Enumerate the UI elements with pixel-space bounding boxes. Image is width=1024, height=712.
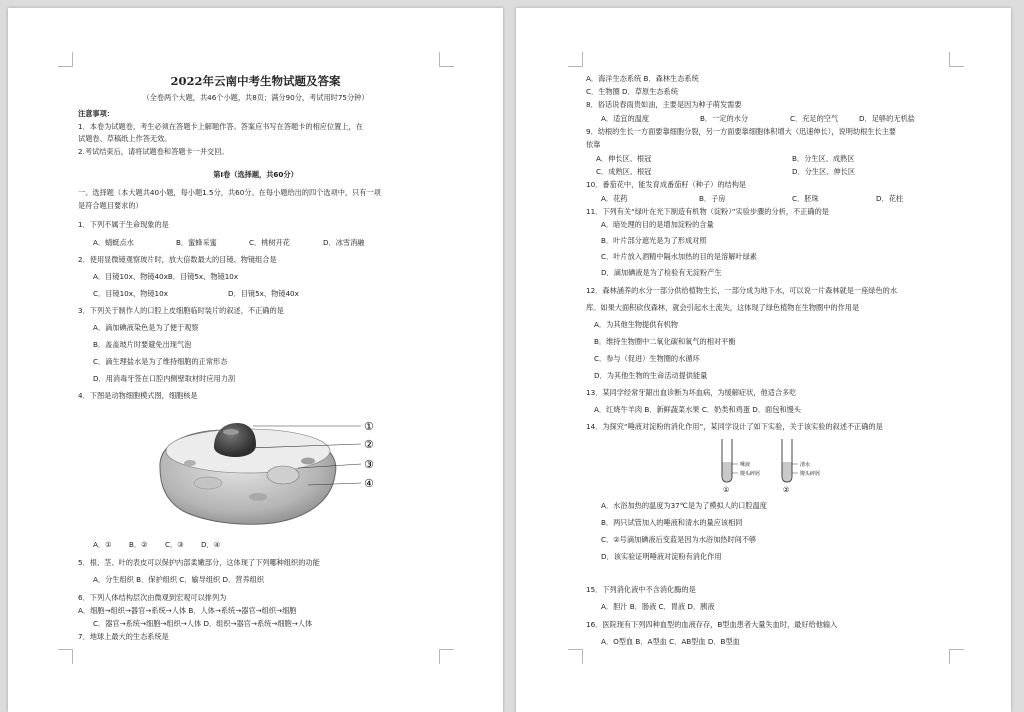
option: B．蜜蜂采蜜 — [176, 238, 217, 247]
option: A．① — [93, 540, 112, 549]
notice-line: 试题卷、草稿纸上作答无效。 — [78, 134, 172, 143]
option: C．目镜10x、物镜10x — [93, 289, 168, 298]
option: A．滴加碘液染色是为了便于观察 — [93, 323, 199, 332]
tube-label: 唾液 — [740, 462, 751, 468]
option: D．为其他生物的生命活动提供能量 — [594, 371, 708, 380]
option: A．暗处理的目的是增加淀粉的含量 — [601, 220, 714, 229]
option: C．器官→系统→细胞→组织→人体 D．组织→器官→系统→细胞→人体 — [93, 619, 313, 628]
test-tube-2 — [782, 439, 820, 494]
tube-label: 清水 — [800, 462, 811, 468]
option: C．滴生理盐水是为了维持细胞的正常形态 — [93, 357, 228, 366]
part-instructions: 是符合题目要求的） — [78, 201, 143, 210]
option: D．花柱 — [876, 194, 904, 203]
crop-mark — [439, 649, 454, 664]
option: A．适宜的温度 — [601, 114, 650, 123]
question-16: 16．医院现有下列四种血型的血液存存，B型血患者大量失血时，最好给他输入 — [586, 620, 838, 629]
option: B．一定的水分 — [700, 114, 749, 123]
question-2: 2．使用显微镜观察玻片时，放大倍数最大的目镜、物镜组合是 — [78, 255, 277, 264]
option: B．叶片部分遮光是为了形成对照 — [601, 236, 707, 245]
option: D．足够的无机盐 — [859, 114, 915, 123]
diagram-label: ① — [364, 420, 374, 433]
crop-mark — [949, 649, 964, 664]
option: D．滴加碘液是为了检验有无淀粉产生 — [601, 268, 722, 277]
option: D．目镜5x、物镜40x — [228, 289, 299, 298]
crop-mark — [58, 649, 73, 664]
section-title: 第Ⅰ卷（选择题，共60分） — [213, 170, 298, 179]
part-instructions: 一、选择题（本大题共40小题，每小题1.5分，共60分。在每小题给出的四个选项中，只有一项 — [78, 188, 381, 197]
diagram-label: ② — [364, 438, 374, 451]
question-3: 3．下列关于制作人的口腔上皮细胞临时装片的叙述，不正确的是 — [78, 306, 284, 315]
option: C．成熟区、根冠 — [596, 167, 652, 176]
question-11: 11．下列有关“绿叶在光下制造有机物（淀粉）”实验步骤的分析，不正确的是 — [586, 207, 829, 216]
animal-cell-diagram — [148, 413, 383, 533]
option: A．细胞→组织→器官→系统→人体 B．人体→系统→器官→组织→细胞 — [78, 606, 297, 615]
option: A．O型血 B．A型血 C．AB型血 D．B型血 — [601, 637, 740, 646]
vacuole — [267, 466, 299, 484]
question-8: 8．俗话说春雨贵如油，主要是因为种子萌发需要 — [586, 100, 742, 109]
option: C．参与（促进）生物圈的水循环 — [594, 354, 700, 363]
tube-label: 馒头碎屑 — [800, 471, 821, 477]
question-6: 6．下列人体结构层次由微观到宏观可以排列为 — [78, 593, 227, 602]
question-12: 12．森林涵养的水分一部分供给植物生长，一部分成为地下水，可以说一片森林就是一座绿色的水 — [586, 286, 898, 295]
option: C．充足的空气 — [790, 114, 839, 123]
nucleus — [214, 423, 256, 457]
option: D．用消毒牙签在口腔内侧壁取材时应用力刮 — [93, 374, 236, 383]
tube-number: ① — [723, 486, 730, 494]
crop-mark — [949, 52, 964, 67]
test-tube-1 — [722, 439, 760, 494]
question-14: 14．为探究“唾液对淀粉的消化作用”，某同学设计了如下实验，关于该实验的叙述不正确的是 — [586, 422, 883, 431]
option: A．红烧牛羊肉 B．新鲜蔬菜水果 C．奶类和鸡蛋 D．面包和馒头 — [594, 405, 801, 414]
question-12: 库。如果大面积砍伐森林，就会引起水土流失，这体现了绿色植物在生物圈中的作用是 — [586, 303, 860, 312]
option: C．桃树开花 — [249, 238, 290, 247]
option: A．目镜10x、物镜40xB．目镜5x、物镜10x — [93, 272, 239, 281]
option: C．叶片放入酒精中隔水加热的目的是溶解叶绿素 — [601, 252, 757, 261]
option: B．② — [129, 540, 148, 549]
option: C．胚珠 — [792, 194, 819, 203]
option: C．②号滴加碘液后变蓝是因为水浴加热时间不够 — [601, 535, 757, 544]
question-9: 依靠 — [586, 140, 601, 149]
option: B．分生区、成熟区 — [792, 154, 855, 163]
option: D．该实验证明唾液对淀粉有消化作用 — [601, 552, 722, 561]
question-5: 5．根、茎、叶的表皮可以保护内部柔嫩部分，这体现了下列哪种组织的功能 — [78, 558, 320, 567]
diagram-label: ④ — [364, 477, 374, 490]
option: D．④ — [201, 540, 221, 549]
question-10: 10．番茄花中，能发育成番茄籽（种子）的结构是 — [586, 180, 747, 189]
option: B．两只试管加入的唾液和清水的量应该相同 — [601, 518, 743, 527]
exam-title: 2022年云南中考生物试题及答案 — [170, 74, 341, 88]
crop-mark — [568, 52, 583, 67]
option: C．③ — [165, 540, 184, 549]
option: A．海洋生态系统 B．森林生态系统 — [586, 74, 699, 83]
notice-line: 2.考试结束后，请将试题卷和答题卡一并交回。 — [78, 147, 229, 156]
crop-mark — [58, 52, 73, 67]
option: A．水浴加热的温度为37℃是为了模拟人的口腔温度 — [601, 501, 767, 510]
question-1: 1．下列不属于生命现象的是 — [78, 220, 169, 229]
option: A．胆汁 B．肠液 C．胃液 D．胰液 — [601, 602, 715, 611]
option: D．冰雪消融 — [323, 238, 365, 247]
option: D．分生区、伸长区 — [792, 167, 856, 176]
option: B．子房 — [699, 194, 726, 203]
question-15: 15．下列消化液中不含消化酶的是 — [586, 585, 696, 594]
question-4: 4．下图是动物细胞模式图，细胞核是 — [78, 391, 198, 400]
question-13: 13．某同学经常牙龈出血诊断为坏血病，为缓解症状，他适合多吃 — [586, 388, 797, 397]
question-7: 7．地球上最大的生态系统是 — [78, 632, 169, 641]
exam-subtitle: （全卷两个大题，共46个小题，共8页；满分90分，考试用时75分钟） — [142, 93, 369, 102]
exam-page-left — [8, 8, 503, 712]
option: A．伸长区、根冠 — [596, 154, 652, 163]
question-9: 9．幼根的生长一方面要靠细胞分裂，另一方面要靠细胞体积增大（迅速伸长），说明幼根生长主要 — [586, 127, 897, 136]
option: A．花药 — [601, 194, 628, 203]
option: A．分生组织 B．保护组织 C．输导组织 D．营养组织 — [93, 575, 265, 584]
tube-label: 馒头碎屑 — [740, 471, 761, 477]
test-tube-diagram — [716, 436, 821, 496]
crop-mark — [568, 649, 583, 664]
option: C．生物圈 D．草原生态系统 — [586, 87, 678, 96]
notice-line: 1．本卷为试题卷，考生必须在答题卡上解题作答。答案应书写在答题卡的相应位置上，在 — [78, 122, 363, 131]
diagram-label: ③ — [364, 458, 374, 471]
crop-mark — [439, 52, 454, 67]
notice-heading: 注意事项： — [78, 109, 114, 118]
tube-number: ② — [783, 486, 790, 494]
option: A．为其他生物提供有机物 — [594, 320, 678, 329]
option: A．蜻蜓点水 — [93, 238, 134, 247]
exam-page-right — [516, 8, 1011, 712]
option: B．维持生物圈中二氧化碳和氧气的相对平衡 — [594, 337, 736, 346]
option: B．盖盖玻片时要避免出现气泡 — [93, 340, 192, 349]
